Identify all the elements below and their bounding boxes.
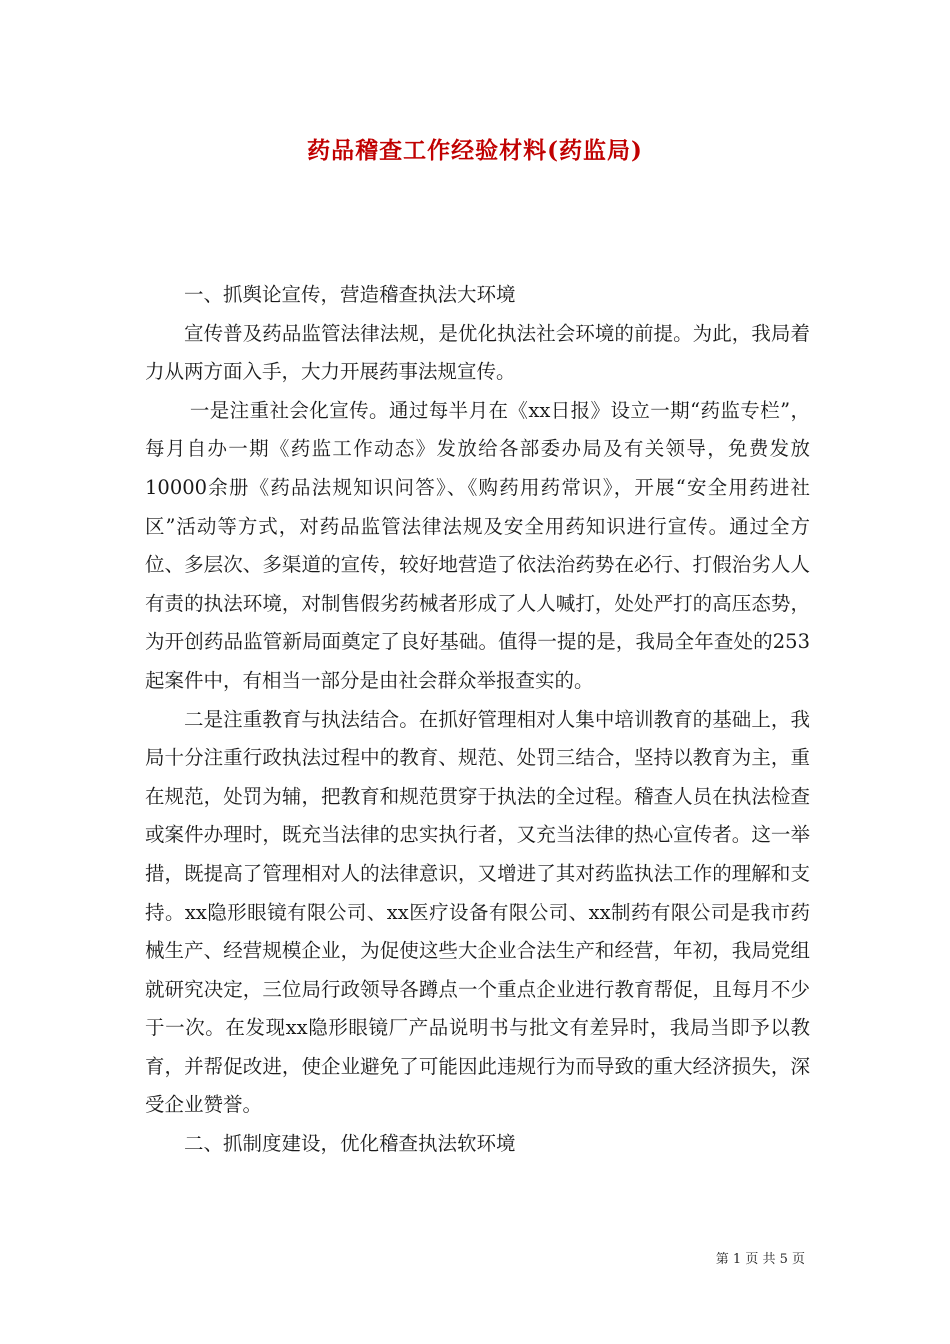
page-number: 第 1 页 共 5 页 bbox=[715, 1252, 805, 1267]
document-title: 药品稽查工作经验材料(药监局) bbox=[307, 137, 643, 164]
paragraph: 二是注重教育与执法结合。在抓好管理相对人集中培训教育的基础上，我局十分注重行政执法过程中的教育、规范、处罚三结合，坚持以教育为主，重在规范，处罚为辅，把教育和规范贯穿于执法的全过程。稽查人员在执法检查或案件办理时，既充当法律的忠实执行者，又充当法律的热心宣传者。这一举措，既提高了管理相对人的法律意识，又增进了其对药监执法工作的理解和支持。xx隐形眼镜有限公司、xx医疗设备有限公司、xx制药有限公司是我市药械生产、经营规模企业，为促使这些大企业合法生产和经营，年初，我局党组就研究决定，三位局行政领导各蹲点一个重点企业进行教育帮促，且每月不少于一次。在发现xx隐形眼镜厂产品说明书与批文有差异时，我局当即予以教育，并帮促改进，使企业避免了可能因此违规行为而导致的重大经济损失，深受企业赞誉。 bbox=[145, 707, 810, 1117]
document-body bbox=[145, 276, 810, 1164]
section-heading: 一、抓舆论宣传，营造稽查执法大环境 bbox=[184, 283, 516, 306]
section-heading: 二、抓制度建设，优化稽查执法软环境 bbox=[184, 1132, 516, 1156]
paragraph: 一是注重社会化宣传。通过每半月在《xx日报》设立一期“药监专栏”，每月自办一期《药监工作动态》发放给各部委办局及有关领导，免费发放10000余册《药品法规知识问答》、《购药用药常识》，开展“安全用药进社区”活动等方式，对药品监管法律法规及安全用药知识进行宣传。通过全方位、多层次、多渠道的宣传，较好地营造了依法治药势在必行、打假治劣人人有责的执法环境，对制售假劣药械者形成了人人喊打，处处严打的高压态势，为开创药品监管新局面奠定了良好基础。值得一提的是，我局全年查处的253起案件中，有相当一部分是由社会群众举报查实的。 bbox=[145, 398, 810, 692]
paragraph: 宣传普及药品监管法律法规，是优化执法社会环境的前提。为此，我局着力从两方面入手，大力开展药事法规宣传。 bbox=[145, 321, 810, 384]
